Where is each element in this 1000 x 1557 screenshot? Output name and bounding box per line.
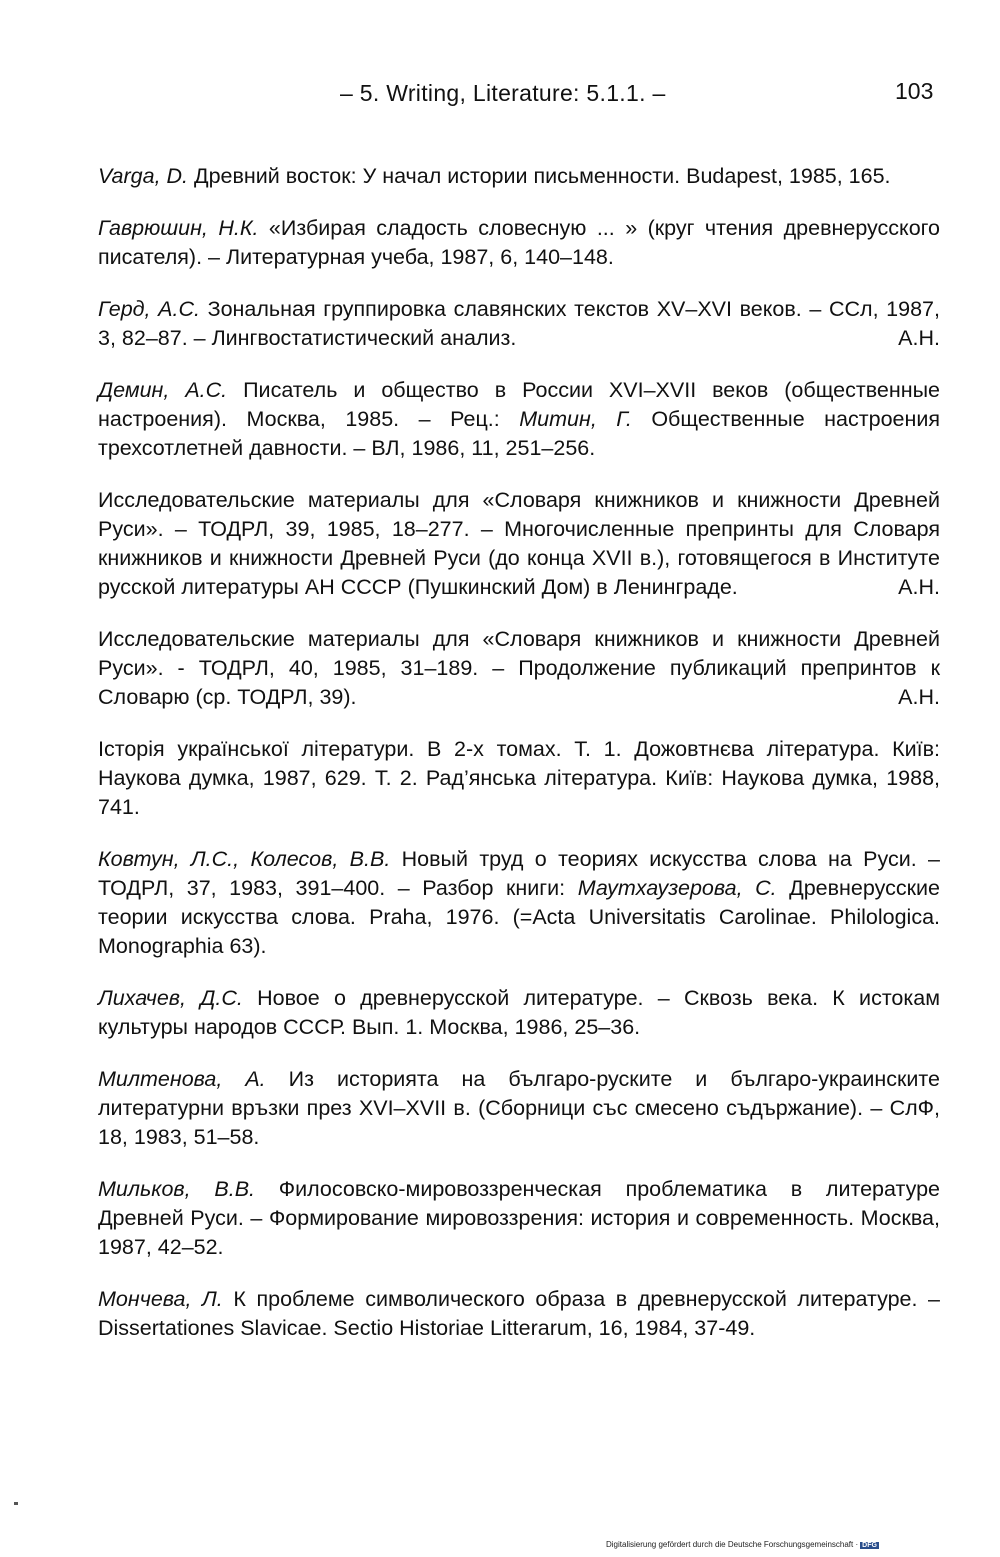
entry-author: Ковтун, Л.С., Колесов, В.В.: [98, 847, 391, 871]
bibliography-entry: [98, 1175, 940, 1262]
entry-author: Милтенова, А.: [98, 1067, 266, 1091]
entry-text: Из историята на българо-руските и българо-украинските литературни връзки през XVI–XVII в. (Сборници със смесено съдържание). – СлФ, 18, 1983, 51–58.: [98, 1067, 940, 1149]
entry-author: Гаврюшин, Н.К.: [98, 216, 259, 240]
reviewer-signature: А.Н.: [898, 685, 940, 709]
credit-text: Digitalisierung gefördert durch die Deutsche Forschungsgemeinschaft ·: [606, 1540, 859, 1549]
bibliography-entry: [98, 295, 940, 353]
bibliography-entry: [98, 845, 940, 961]
entry-text: Общественные настроения трехсотлетней давности. – ВЛ, 1986, 11, 251–256.: [98, 407, 941, 460]
entry-text: «Избирая сладость словесную ... » (круг чтения древнерусского писателя). – Литературная учеба, 1987, 6, 140–148.: [98, 216, 940, 269]
entry-text: Писатель и общество в России XVI–XVII веков (общественные настроения). Москва, 1985. – Рец.:: [98, 378, 940, 431]
bibliography-entry: [98, 376, 940, 463]
entry-author: Мильков, В.В.: [98, 1177, 256, 1201]
entry-reviewer: Митин, Г.: [519, 407, 632, 431]
entry-reviewed-author: Маутхаузерова, С.: [577, 876, 777, 900]
bibliography-entry: [98, 162, 940, 191]
bibliography-entry: [98, 984, 940, 1042]
entry-text: Новое о древнерусской литературе. – Сквозь века. К истокам культуры народов СССР. Вып. 1. Москва, 1986, 25–36.: [98, 986, 940, 1039]
entry-text: Історія української літератури. В 2-х томах. Т. 1. Дожовтнєва література. Київ: Наукова думка, 1987, 629. Т. 2. Рад’янська література. Київ: Наукова думка, 1988, 741.: [98, 737, 940, 819]
scan-speck: [14, 1502, 18, 1505]
page-number: 103: [895, 78, 934, 104]
bibliography-entry: [98, 625, 940, 712]
bibliography-entry: [98, 214, 940, 272]
digitization-credit: [606, 1540, 879, 1549]
entry-author: Лихачев, Д.С.: [98, 986, 243, 1010]
entry-author: Герд, А.С.: [98, 297, 200, 321]
entry-text: Новый труд о теориях искусства слова на Руси. – ТОДРЛ, 37, 1983, 391–400. – Разбор книги:: [98, 847, 940, 900]
entry-text: Исследовательские материалы для «Словаря книжников и книжности Древней Руси». - ТОДРЛ, 40, 1985, 31–189. – Продолжение публикаций препринтов к Словарю (ср. ТОДРЛ, 39).: [98, 627, 940, 709]
bibliography-entry: [98, 1285, 940, 1343]
entry-text: Филосовско-мировоззренческая проблематика в литературе Древней Руси. – Формирование мировоззрения: история и современность. Москва, 1987, 42–52.: [98, 1177, 940, 1259]
entry-text: Исследовательские материалы для «Словаря книжников и книжности Древней Руси». – ТОДРЛ, 39, 1985, 18–277. – Многочисленные препринты для Словаря книжников и книжности Древней Руси (до конца XVII в.), готовящегося в Институте русской литературы АН СССР (Пушкинский Дом) в Ленинграде.: [98, 488, 940, 599]
entry-text: Древнерусские теории искусства слова. Praha, 1976. (=Acta Universitatis Carolinae. Philologica. Monographia 63).: [98, 876, 940, 958]
reviewer-signature: А.Н.: [898, 575, 940, 599]
running-head: – 5. Writing, Literature: 5.1.1. –: [340, 80, 666, 106]
entry-author: Мончева, Л.: [98, 1287, 223, 1311]
entry-text: Зональная группировка славянских текстов XV–XVI веков. – ССл, 1987, 3, 82–87. – Лингвостатистический анализ.: [98, 297, 940, 350]
bibliography-entry: [98, 1065, 940, 1152]
entry-text: Древний восток: У начал истории письменности. Budapest, 1985, 165.: [188, 164, 891, 188]
dfg-logo: DFG: [862, 1542, 877, 1549]
entry-author: Демин, А.С.: [98, 378, 228, 402]
bibliography-list: [98, 162, 940, 1366]
bibliography-entry: [98, 735, 940, 822]
entry-text: К проблеме символического образа в древнерусской литературе. – Dissertationes Slavicae. Sectio Historiae Litterarum, 16, 1984, 37-49.: [98, 1287, 941, 1340]
bibliography-entry: [98, 486, 940, 602]
reviewer-signature: А.Н.: [898, 326, 940, 350]
entry-author: Varga, D.: [98, 164, 189, 188]
